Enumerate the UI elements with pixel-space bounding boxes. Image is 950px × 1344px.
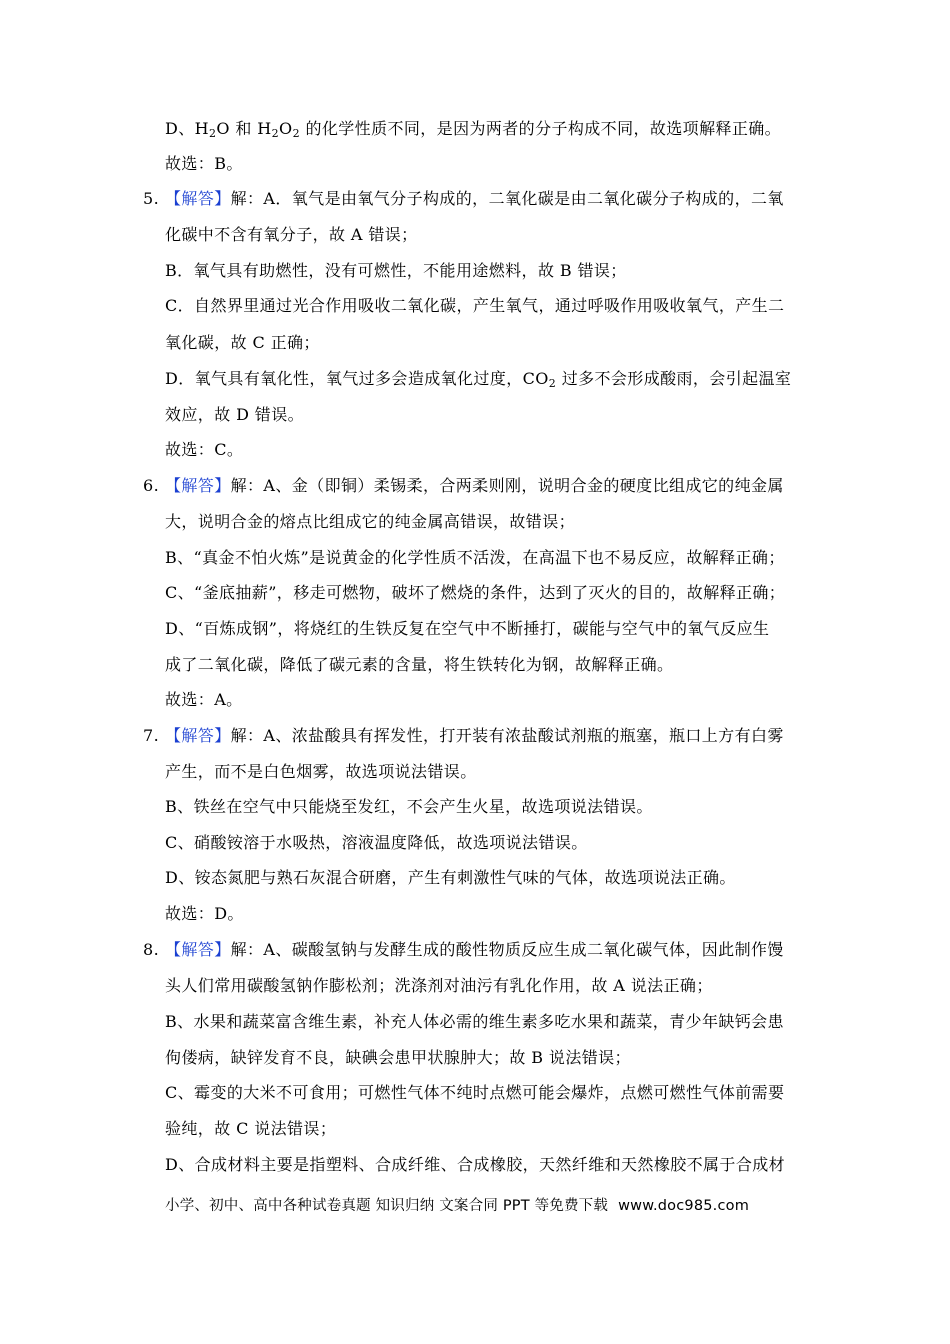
question-lead: 【解答】解：A、金（即铜）柔锡柔，合两柔则刚，说明合金的硬度比组成它的纯金属 xyxy=(165,476,784,495)
answer-line: 化碳中不含有氧分子，故 A 错误； xyxy=(165,225,418,244)
answer-line: D、“百炼成钢”，将烧红的生铁反复在空气中不断捶打，碳能与空气中的氧气反应生 xyxy=(165,619,770,638)
answer-line: D、合成材料主要是指塑料、合成纤维、合成橡胶，天然纤维和天然橡胶不属于合成材 xyxy=(165,1155,786,1174)
question-number: 8. xyxy=(143,940,160,959)
answer-line: B．氧气具有助燃性，没有可燃性，不能用途燃料，故 B 错误； xyxy=(165,261,627,280)
answer-line: 头人们常用碳酸氢钠作膨松剂；洗涤剂对油污有乳化作用，故 A 说法正确； xyxy=(165,976,713,995)
answer-line: 产生，而不是白色烟雾，故选项说法错误。 xyxy=(165,762,477,781)
footer-url[interactable]: www.doc985.com xyxy=(618,1198,750,1214)
answer-tag: 【解答】 xyxy=(165,476,231,495)
answer-line: B、铁丝在空气中只能烧至发红，不会产生火星，故选项说法错误。 xyxy=(165,797,653,816)
answer-line: 大，说明合金的熔点比组成它的纯金属高错误，故错误； xyxy=(165,512,576,531)
answer-conclusion: 故选：C。 xyxy=(165,440,244,459)
answer-line: C．自然界里通过光合作用吸收二氧化碳，产生氧气，通过呼吸作用吸收氧气，产生二 xyxy=(165,296,785,315)
answer-line: 成了二氧化碳，降低了碳元素的含量，将生铁转化为钢，故解释正确。 xyxy=(165,655,674,674)
answer-line: 效应，故 D 错误。 xyxy=(165,405,305,424)
answer-line: 验纯，故 C 说法错误； xyxy=(165,1119,337,1138)
answer-line: 氧化碳，故 C 正确； xyxy=(165,333,320,352)
answer-tag: 【解答】 xyxy=(165,189,231,208)
answer-line: C、硝酸铵溶于水吸热，溶液温度降低，故选项说法错误。 xyxy=(165,833,588,852)
answer-conclusion: 故选：D。 xyxy=(165,904,244,923)
question-number: 6. xyxy=(143,476,160,495)
answer-line: D、铵态氮肥与熟石灰混合研磨，产生有刺激性气味的气体，故选项说法正确。 xyxy=(165,868,736,887)
answer-line: C、霉变的大米不可食用；可燃性气体不纯时点燃可能会爆炸，点燃可燃性气体前需要 xyxy=(165,1083,785,1102)
question-lead: 【解答】解：A．氧气是由氧气分子构成的，二氧化碳是由二氧化碳分子构成的，二氧 xyxy=(165,189,784,208)
answer-line: B、水果和蔬菜富含维生素，补充人体必需的维生素多吃水果和蔬菜，青少年缺钙会患 xyxy=(165,1012,784,1031)
answer-line: D．氧气具有氧化性，氧气过多会造成氧化过度，$CO_2$ 过多不会形成酸雨，会引起温室 xyxy=(165,369,792,390)
answer-line: 佝偻病，缺锌发育不良，缺碘会患甲状腺肿大；故 B 说法错误； xyxy=(165,1048,631,1067)
page-footer xyxy=(165,1194,749,1215)
answer-conclusion: 故选：B。 xyxy=(165,154,243,173)
answer-tag: 【解答】 xyxy=(165,726,231,745)
answer-tag: 【解答】 xyxy=(165,940,231,959)
question-lead: 【解答】解：A、碳酸氢钠与发酵生成的酸性物质反应生成二氧化碳气体，因此制作馒 xyxy=(165,940,784,959)
answer-line: D、$H_2O$ 和 $H_2O_2$ 的化学性质不同，是因为两者的分子构成不同，故选项解释正确。 xyxy=(165,119,782,140)
answer-conclusion: 故选：A。 xyxy=(165,690,243,709)
question-number: 5. xyxy=(143,189,160,208)
footer-text: 小学、初中、高中各种试卷真题 知识归纳 文案合同 PPT 等免费下载 xyxy=(165,1198,609,1214)
question-number: 7. xyxy=(143,726,160,745)
question-lead: 【解答】解：A、浓盐酸具有挥发性，打开装有浓盐酸试剂瓶的瓶塞，瓶口上方有白雾 xyxy=(165,726,784,745)
answer-line: C、“釜底抽薪”，移走可燃物，破坏了燃烧的条件，达到了灭火的目的，故解释正确； xyxy=(165,583,786,602)
answer-line: B、“真金不怕火炼”是说黄金的化学性质不活泼，在高温下也不易反应，故解释正确； xyxy=(165,548,785,567)
